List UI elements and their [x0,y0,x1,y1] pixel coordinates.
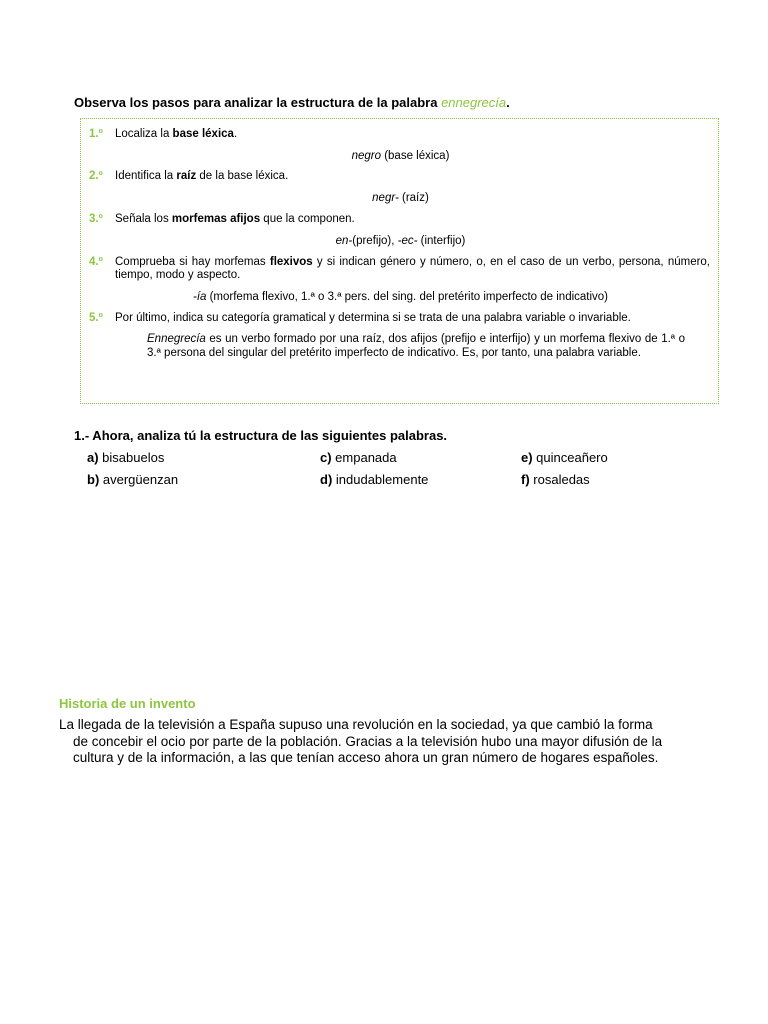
option-b: b) avergüenzan [87,472,179,487]
option-c: c) empanada [320,450,397,465]
steps-box [80,118,719,404]
history-line: La llegada de la televisión a España supuso una revolución en la sociedad, ya que cambió la forma [59,717,653,732]
step-3-result: en-(prefijo), -ec- (interfijo) [335,235,466,247]
intro-end: . [506,95,510,110]
history-title: Historia de un invento [59,696,196,711]
option-f: f) rosaledas [521,472,590,487]
step-number: 5.º [89,312,103,324]
intro-heading [74,95,734,110]
step-number: 3.º [89,213,103,225]
history-line: de concebir el ocio por parte de la población. Gracias a la televisión hubo una mayor difusión de la [73,733,663,749]
step-1-result: negro (base léxica) [351,150,450,162]
step-text: Localiza la base léxica. [115,128,238,140]
intro-keyword: ennegrecía [441,95,507,110]
option-e: e) quinceañero [521,450,608,465]
step-text: Señala los morfemas afijos que la componen. [115,213,355,225]
step-text: Comprueba si hay morfemas flexivos y si indican género y número, o, en el caso de un verbo, persona, número, tiempo, modo y aspecto. [115,256,711,281]
option-d: d) indudablemente [320,472,429,487]
step-number: 2.º [89,170,103,182]
step-text: Identifica la raíz de la base léxica. [115,170,289,182]
step-number: 1.º [89,128,103,140]
history-line: cultura y de la información, a las que tenían acceso ahora un gran número de hogares españoles. [73,750,659,765]
step-2-result: negr- (raíz) [372,192,429,204]
intro-text: Observa los pasos para analizar la estructura de la palabra [74,95,442,110]
exercise-title: 1.- Ahora, analiza tú la estructura de las siguientes palabras. [74,428,448,443]
step-4-result: -ía (morfema flexivo, 1.ª o 3.ª pers. del sing. del pretérito imperfecto de indicativo) [192,291,609,303]
option-a: a) bisabuelos [87,450,165,465]
history-paragraph [59,717,709,767]
step-number: 4.º [89,256,103,268]
step-5-result: Ennegrecía es un verbo formado por una raíz, dos afijos (prefijo e interfijo) y un morfema flexivo de 1.ª o 3.ª persona del singular del pretérito imperfecto de indicativo. Es, por tanto, una palabra variable. [147,333,685,359]
step-text: Por último, indica su categoría gramatical y determina si se trata de una palabra variable o invariable. [115,312,631,324]
